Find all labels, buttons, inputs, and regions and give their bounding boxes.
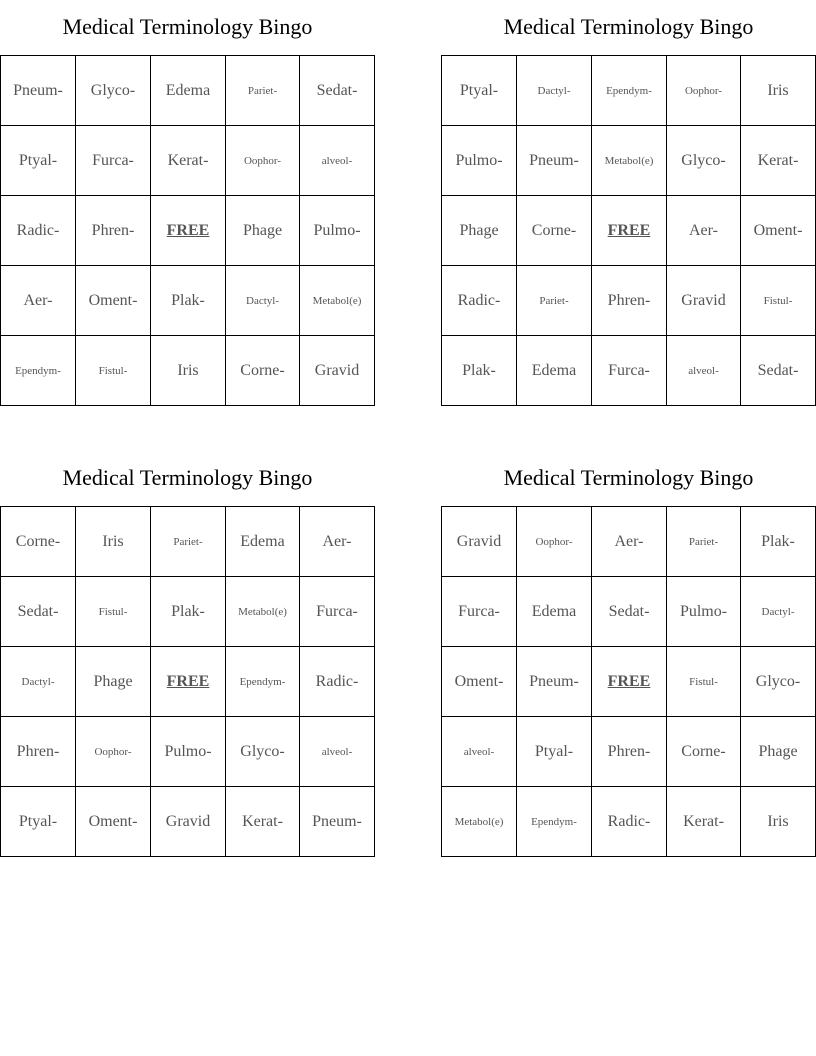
bingo-cell: Glyco-: [667, 126, 741, 196]
bingo-cell: Plak-: [442, 336, 517, 406]
bingo-cell: Plak-: [151, 266, 226, 336]
bingo-cell: Fistul-: [76, 577, 151, 647]
bingo-cell: Glyco-: [741, 647, 816, 717]
bingo-cell: Sedat-: [300, 56, 375, 126]
bingo-cell: Furca-: [592, 336, 667, 406]
bingo-cell: Pneum-: [517, 647, 592, 717]
bingo-cell: Pulmo-: [300, 196, 375, 266]
bingo-cell: Phren-: [1, 717, 76, 787]
bingo-cell: Phren-: [592, 266, 667, 336]
bingo-cell: Fistul-: [667, 647, 741, 717]
bingo-cell: Dactyl-: [226, 266, 300, 336]
bingo-cell: Ptyal-: [442, 56, 517, 126]
bingo-cell: Oophor-: [667, 56, 741, 126]
bingo-cell: Iris: [76, 507, 151, 577]
bingo-cell: Furca-: [300, 577, 375, 647]
bingo-grid: [0, 55, 375, 406]
bingo-cell: Radic-: [442, 266, 517, 336]
card-title: Medical Terminology Bingo: [62, 14, 313, 39]
bingo-cell: alveol-: [300, 717, 375, 787]
bingo-cell: Dactyl-: [1, 647, 76, 717]
bingo-cell: Ependym-: [1, 336, 76, 406]
bingo-cell: Ptyal-: [1, 126, 76, 196]
bingo-cell: Corne-: [1, 507, 76, 577]
card-title: Medical Terminology Bingo: [503, 14, 754, 39]
bingo-card-4: [441, 461, 816, 857]
bingo-cell: Oment-: [741, 196, 816, 266]
bingo-cell: Phage: [76, 647, 151, 717]
bingo-cell: Pneum-: [1, 56, 76, 126]
card-title: Medical Terminology Bingo: [503, 465, 754, 490]
bingo-cell: Oophor-: [76, 717, 151, 787]
bingo-cell: Iris: [741, 787, 816, 857]
bingo-cell: Edema: [517, 577, 592, 647]
bingo-cell: Pariet-: [226, 56, 300, 126]
bingo-cell: Furca-: [76, 126, 151, 196]
bingo-cell: Aer-: [1, 266, 76, 336]
bingo-card-3: [0, 461, 375, 857]
bingo-cell: Fistul-: [741, 266, 816, 336]
bingo-cell: Edema: [151, 56, 226, 126]
bingo-cell: Corne-: [667, 717, 741, 787]
bingo-cell: Ptyal-: [517, 717, 592, 787]
bingo-cell: Fistul-: [76, 336, 151, 406]
free-space-cell: FREE: [151, 196, 226, 266]
bingo-cell: Aer-: [667, 196, 741, 266]
bingo-cell: Dactyl-: [517, 56, 592, 126]
bingo-cell: Pneum-: [517, 126, 592, 196]
bingo-cell: Ependym-: [592, 56, 667, 126]
bingo-cell: Kerat-: [741, 126, 816, 196]
bingo-cell: Aer-: [592, 507, 667, 577]
free-space-cell: FREE: [592, 196, 667, 266]
bingo-cell: Pulmo-: [667, 577, 741, 647]
bingo-cell: alveol-: [300, 126, 375, 196]
bingo-cell: Oment-: [76, 787, 151, 857]
bingo-cell: Phren-: [592, 717, 667, 787]
bingo-grid: [441, 55, 816, 406]
bingo-cell: Iris: [151, 336, 226, 406]
bingo-cell: Metabol(e): [300, 266, 375, 336]
bingo-cell: Phage: [442, 196, 517, 266]
bingo-cell: Ependym-: [226, 647, 300, 717]
bingo-cell: Pulmo-: [151, 717, 226, 787]
bingo-cell: Oment-: [442, 647, 517, 717]
bingo-cell: Sedat-: [1, 577, 76, 647]
bingo-cell: Ptyal-: [1, 787, 76, 857]
bingo-cell: alveol-: [442, 717, 517, 787]
bingo-cell: Phren-: [76, 196, 151, 266]
bingo-cell: alveol-: [667, 336, 741, 406]
bingo-card-1: [0, 10, 375, 406]
bingo-cell: Gravid: [442, 507, 517, 577]
bingo-cell: Pariet-: [667, 507, 741, 577]
bingo-cell: Plak-: [151, 577, 226, 647]
bingo-cell: Phage: [226, 196, 300, 266]
bingo-cell: Furca-: [442, 577, 517, 647]
bingo-cell: Radic-: [592, 787, 667, 857]
bingo-cell: Gravid: [151, 787, 226, 857]
bingo-cell: Plak-: [741, 507, 816, 577]
bingo-cell: Metabol(e): [442, 787, 517, 857]
bingo-cell: Kerat-: [151, 126, 226, 196]
bingo-cell: Pariet-: [151, 507, 226, 577]
bingo-cell: Corne-: [226, 336, 300, 406]
bingo-cell: Corne-: [517, 196, 592, 266]
bingo-cell: Pariet-: [517, 266, 592, 336]
bingo-cell: Kerat-: [226, 787, 300, 857]
bingo-cell: Gravid: [300, 336, 375, 406]
bingo-cell: Edema: [226, 507, 300, 577]
bingo-grid: [441, 506, 816, 857]
bingo-cell: Oment-: [76, 266, 151, 336]
card-title: Medical Terminology Bingo: [62, 465, 313, 490]
bingo-cell: Kerat-: [667, 787, 741, 857]
bingo-card-2: [441, 10, 816, 406]
bingo-cell: Aer-: [300, 507, 375, 577]
bingo-cell: Pulmo-: [442, 126, 517, 196]
bingo-cell: Metabol(e): [592, 126, 667, 196]
bingo-cell: Sedat-: [592, 577, 667, 647]
bingo-cell: Glyco-: [76, 56, 151, 126]
bingo-cell: Edema: [517, 336, 592, 406]
bingo-cell: Oophor-: [226, 126, 300, 196]
bingo-cell: Sedat-: [741, 336, 816, 406]
bingo-cell: Glyco-: [226, 717, 300, 787]
free-space-cell: FREE: [592, 647, 667, 717]
bingo-cell: Metabol(e): [226, 577, 300, 647]
bingo-cell: Radic-: [300, 647, 375, 717]
free-space-cell: FREE: [151, 647, 226, 717]
bingo-cell: Pneum-: [300, 787, 375, 857]
bingo-cell: Iris: [741, 56, 816, 126]
bingo-cell: Oophor-: [517, 507, 592, 577]
bingo-cell: Dactyl-: [741, 577, 816, 647]
bingo-cell: Ependym-: [517, 787, 592, 857]
bingo-grid: [0, 506, 375, 857]
bingo-cell: Gravid: [667, 266, 741, 336]
bingo-cell: Phage: [741, 717, 816, 787]
bingo-cell: Radic-: [1, 196, 76, 266]
